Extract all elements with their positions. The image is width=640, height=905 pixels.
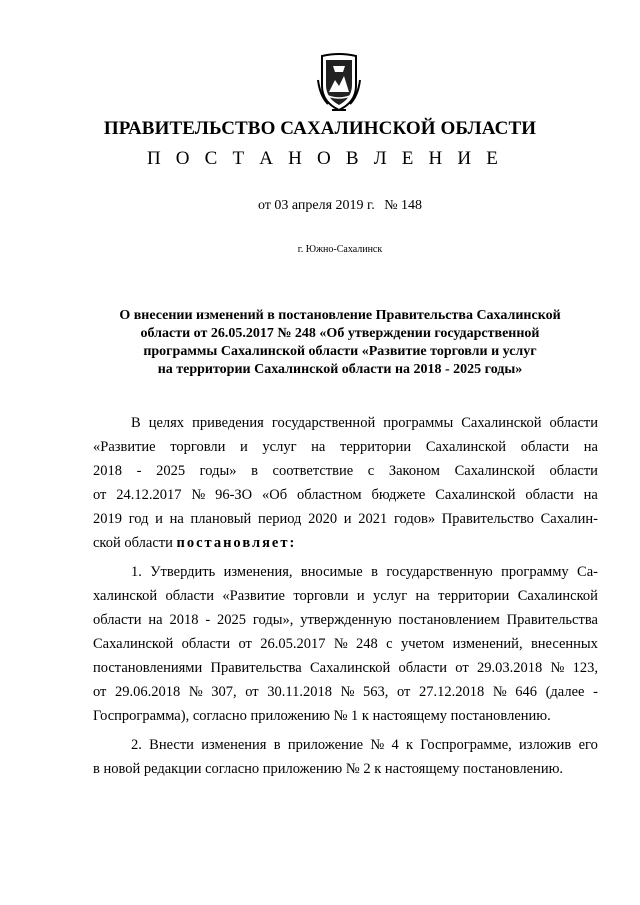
subject-line: О внесении изменений в постановление Правительства Сахалинской — [119, 308, 561, 323]
body-line: халинской области «Развитие торговли и услуг на территории Сахалинской — [93, 588, 598, 604]
subject-line: на территории Сахалинской области на 2018 - 2025 годы» — [157, 362, 523, 377]
body-line: 2018 - 2025 годы» в соответствие с Законом Сахалинской области — [93, 463, 598, 479]
body-line: от 24.12.2017 № 96-ЗО «Об областном бюджете Сахалинской области на — [93, 487, 598, 503]
body-line: постановлениями Правительства Сахалинской области от 29.03.2018 № 123, — [93, 660, 598, 676]
document-body — [93, 411, 598, 781]
document-subject — [100, 307, 580, 379]
body-line: «Развитие торговли и услуг на территории Сахалинской области на — [93, 439, 598, 455]
decree-word: постановляет: — [176, 535, 297, 551]
body-line: 2019 год и на плановый период 2020 и 2021 годов» Правительство Сахалин- — [93, 511, 598, 527]
body-line-text: ской области — [93, 535, 173, 551]
body-line: В целях приведения государственной программы Сахалинской области — [131, 415, 598, 431]
body-line — [93, 531, 598, 555]
subject-line: области от 26.05.2017 № 248 «Об утверждении государственной — [140, 326, 540, 341]
body-line: Сахалинской области от 26.05.2017 № 248 с учетом изменений, внесенных — [93, 636, 598, 652]
issue-city: г. Южно-Сахалинск — [297, 244, 383, 255]
date-number-line — [0, 198, 640, 214]
body-line: в новой редакции согласно приложению № 2 к настоящему постановлению. — [93, 761, 564, 777]
document-type: П О С Т А Н О В Л Е Н И Е — [146, 148, 504, 169]
body-line: 1. Утвердить изменения, вносимые в государственную программу Са- — [131, 564, 598, 580]
body-line: от 29.06.2018 № 307, от 30.11.2018 № 563, от 27.12.2018 № 646 (далее - — [93, 684, 598, 700]
coat-of-arms-icon — [316, 52, 362, 114]
subject-line: программы Сахалинской области «Развитие торговли и услуг — [143, 344, 537, 359]
body-line: Госпрограмма), согласно приложению № 1 к настоящему постановлению. — [93, 708, 551, 724]
organization-title: ПРАВИТЕЛЬСТВО САХАЛИНСКОЙ ОБЛАСТИ — [103, 118, 537, 139]
body-line: 2. Внести изменения в приложение № 4 к Госпрограмме, изложив его — [131, 737, 598, 753]
document-date: от 03 апреля 2019 г. — [257, 198, 375, 213]
body-line: области на 2018 - 2025 годы», утвержденную постановлением Правительства — [93, 612, 598, 628]
document-number: № 148 — [384, 198, 423, 213]
